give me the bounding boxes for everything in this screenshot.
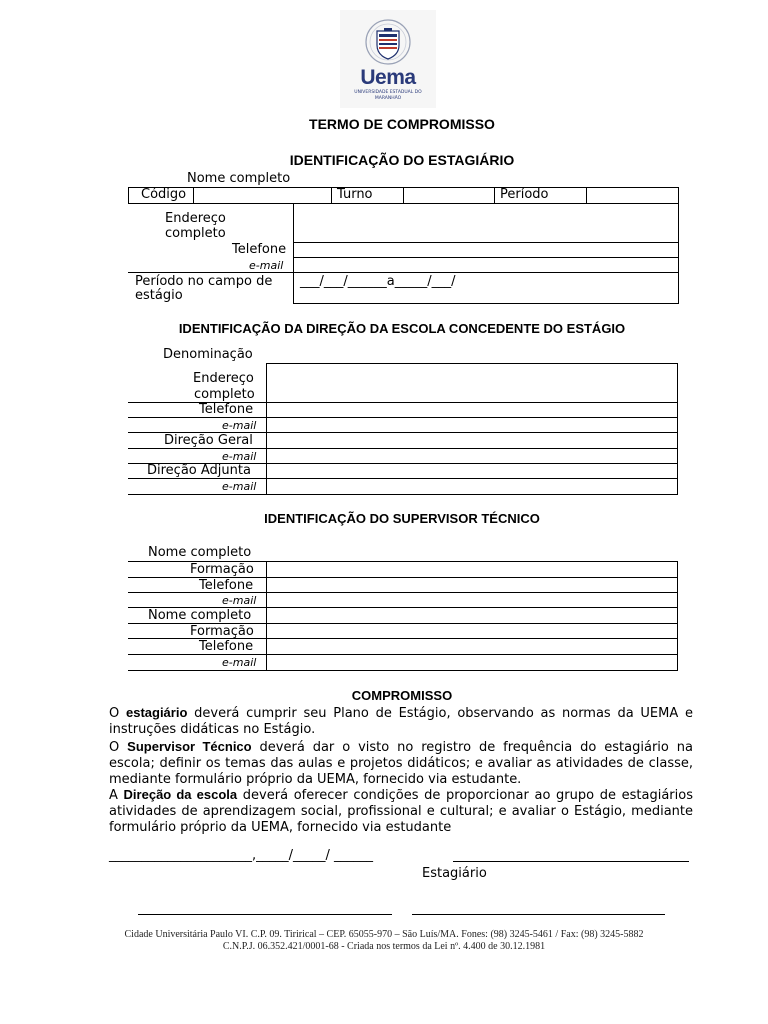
direcao-geral-label: Direção Geral [164, 433, 253, 448]
supervisor1-email-label: e-mail [222, 594, 257, 607]
endereco-field[interactable] [294, 204, 678, 242]
endereco-label-line2: completo [165, 226, 226, 241]
estagiario-signature-line[interactable] [453, 861, 689, 862]
logo-name: Uema [360, 66, 416, 89]
denominacao-label: Denominação [163, 347, 253, 362]
supervisor2-formacao-field[interactable] [267, 624, 677, 638]
codigo-field[interactable] [194, 188, 331, 203]
estagiario-nome-label: Nome completo [187, 171, 291, 186]
supervisor1-email-field[interactable] [267, 593, 677, 607]
signature-date-line[interactable]: ______________________,_____/_____/ ______ [109, 848, 374, 863]
escola-heading: IDENTIFICAÇÃO DA DIREÇÃO DA ESCOLA CONCEDENTE DO ESTÁGIO [178, 321, 626, 336]
footer-cnpj: C.N.P.J. 06.352.421/0001-68 - Criada nos termos da Lei nº. 4.400 de 30.12.1981 [222, 941, 546, 952]
direcao-geral-field[interactable] [267, 433, 677, 448]
supervisor2-formacao-label: Formação [190, 624, 254, 639]
supervisor2-nome-field[interactable] [267, 608, 677, 623]
direcao-adjunta-field[interactable] [267, 464, 677, 478]
escola-endereco-line2: completo [194, 387, 255, 402]
supervisor1-formacao-label: Formação [190, 562, 254, 577]
email-field[interactable] [294, 258, 678, 272]
periodo-campo-label-line1: Período no campo de [135, 274, 273, 289]
supervisor2-nome-label: Nome completo [148, 608, 252, 623]
estagiario-bold: estagiário [125, 705, 188, 720]
supervisor-tecnico-bold: Supervisor Técnico [127, 739, 252, 754]
estagiario-heading: IDENTIFICAÇÃO DO ESTAGIÁRIO [289, 152, 515, 168]
signature-line-right[interactable] [412, 914, 665, 915]
direcao-geral-email-field[interactable] [267, 449, 677, 463]
telefone-label: Telefone [232, 242, 287, 257]
direcao-geral-email-label: e-mail [222, 450, 257, 463]
escola-telefone-label: Telefone [199, 402, 254, 417]
compromisso-heading: COMPROMISSO [351, 688, 453, 703]
codigo-label: Código [141, 187, 187, 202]
periodo-campo-label-line2: estágio [135, 288, 183, 303]
direcao-adjunta-label: Direção Adjunta [147, 463, 251, 478]
supervisor2-telefone-field[interactable] [267, 639, 677, 654]
uema-logo [340, 10, 436, 108]
direcao-adjunta-email-label: e-mail [222, 480, 257, 493]
escola-endereco-field[interactable] [267, 364, 677, 402]
supervisor1-nome-label: Nome completo [148, 545, 252, 560]
supervisor1-telefone-label: Telefone [199, 578, 254, 593]
signature-line-left[interactable] [138, 914, 392, 915]
periodo-label: Período [500, 187, 549, 202]
turno-label: Turno [337, 187, 373, 202]
supervisor1-telefone-field[interactable] [267, 578, 677, 592]
estagiario-signature-label: Estagiário [422, 866, 487, 881]
direcao-adjunta-email-field[interactable] [267, 479, 677, 494]
escola-email-field[interactable] [267, 418, 677, 432]
supervisor-heading: IDENTIFICAÇÃO DO SUPERVISOR TÉCNICO [264, 511, 540, 526]
shield-emblem-icon [340, 12, 436, 72]
footer-address: Cidade Universitária Paulo VI. C.P. 09. Tirirical – CEP. 65055-970 – São Luís/MA. Fones: (98) 3245-5461 / Fax: (98) 3245-5882 [124, 929, 644, 940]
compromisso-paragraph-estagiario: O estagiário deverá cumprir seu Plano de Estágio, observando as normas da UEMA e instruções didáticas no Estágio. [109, 705, 693, 737]
supervisor2-telefone-label: Telefone [199, 639, 254, 654]
supervisor1-formacao-field[interactable] [267, 562, 677, 577]
compromisso-paragraph-escola: A Direção da escola deverá oferecer condições de proporcionar ao grupo de estagiários atividades de aprendizagem social, profissional e cultural; e avaliar o Estágio, mediante formulário próprio da UEMA, fornecido via estudante [109, 787, 693, 835]
periodo-field[interactable] [587, 188, 678, 203]
direcao-escola-bold: Direção da escola [123, 787, 238, 802]
turno-field[interactable] [404, 188, 494, 203]
compromisso-paragraph-supervisor: O Supervisor Técnico deverá dar o visto no registro de frequência do estagiário na escola; definir os temas das aulas e projetos didáticos; e avaliar as atividades de classe, mediante formulário próprio da UEMA, fornecido via estudante. [109, 739, 693, 787]
escola-endereco-line1: Endereço [193, 371, 254, 386]
telefone-field[interactable] [294, 243, 678, 257]
email-label: e-mail [249, 259, 284, 272]
escola-email-label: e-mail [222, 419, 257, 432]
document-title: TERMO DE COMPROMISSO [309, 116, 495, 132]
escola-telefone-field[interactable] [267, 403, 677, 417]
logo-subtitle: UNIVERSIDADE ESTADUAL DO MARANHÃO [354, 90, 422, 101]
supervisor2-email-label: e-mail [222, 656, 257, 669]
periodo-campo-dates[interactable]: ___/___/______a_____/___/ [300, 274, 456, 289]
endereco-label-line1: Endereço [165, 211, 226, 226]
supervisor2-email-field[interactable] [267, 655, 677, 670]
